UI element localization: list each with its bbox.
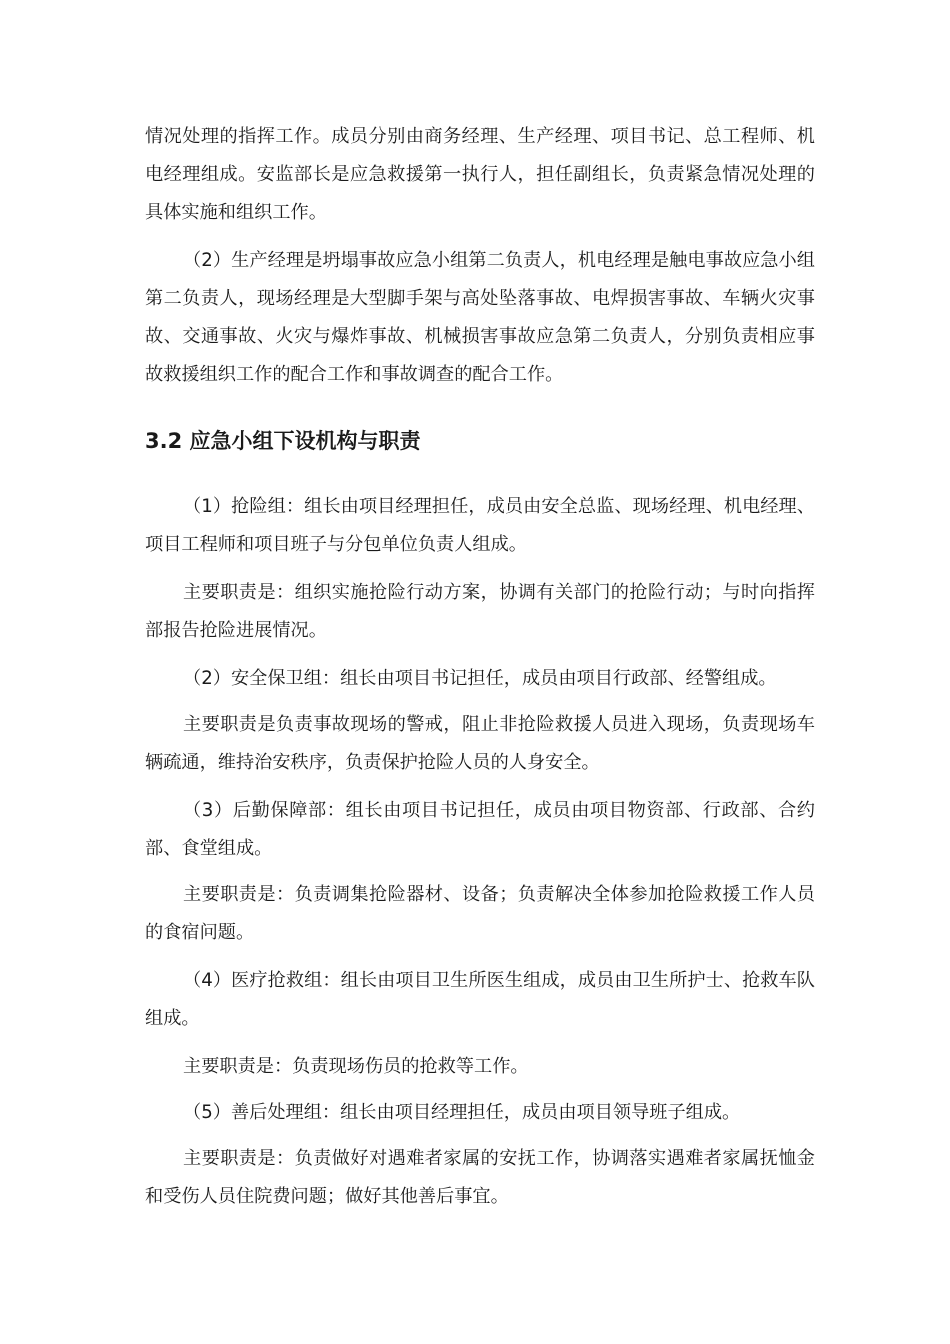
paragraph-security-duties: 主要职责是负责事故现场的警戒，阻止非抢险救援人员进入现场，负责现场车辆疏通，维持治安秩序，负责保护抢险人员的人身安全。 bbox=[145, 714, 815, 773]
paragraph-medical-group: （4）医疗抢救组：组长由项目卫生所医生组成，成员由卫生所护士、抢救车队组成。 bbox=[145, 970, 815, 1029]
paragraph-command-work: 情况处理的指挥工作。成员分别由商务经理、生产经理、项目书记、总工程师、机电经理组成。安监部长是应急救援第一执行人，担任副组长，负责紧急情况处理的具体实施和组织工作。 bbox=[145, 126, 815, 223]
paragraph-aftermath-duties: 主要职责是：负责做好对遇难者家属的安抚工作，协调落实遇难者家属抚恤金和受伤人员住院费问题；做好其他善后事宜。 bbox=[145, 1148, 815, 1207]
paragraph-second-responsible: （2）生产经理是坍塌事故应急小组第二负责人，机电经理是触电事故应急小组第二负责人，现场经理是大型脚手架与高处坠落事故、电焊损害事故、车辆火灾事故、交通事故、火灾与爆炸事故、机械损害事故应急第二负责人，分别负责相应事故救援组织工作的配合工作和事故调查的配合工作。 bbox=[145, 250, 815, 385]
paragraph-logistics-duties: 主要职责是：负责调集抢险器材、设备；负责解决全体参加抢险救援工作人员的食宿问题。 bbox=[145, 884, 815, 943]
paragraph-aftermath-group: （5）善后处理组：组长由项目经理担任，成员由项目领导班子组成。 bbox=[183, 1102, 741, 1123]
paragraph-rescue-duties: 主要职责是：组织实施抢险行动方案，协调有关部门的抢险行动；与时向指挥部报告抢险进展情况。 bbox=[145, 582, 815, 641]
paragraph-rescue-group: （1）抢险组：组长由项目经理担任，成员由安全总监、现场经理、机电经理、项目工程师和项目班子与分包单位负责人组成。 bbox=[145, 496, 815, 555]
paragraph-medical-duties: 主要职责是：负责现场伤员的抢救等工作。 bbox=[183, 1056, 529, 1077]
paragraph-security-group: （2）安全保卫组：组长由项目书记担任，成员由项目行政部、经警组成。 bbox=[183, 668, 777, 689]
paragraph-logistics-group: （3）后勤保障部：组长由项目书记担任，成员由项目物资部、行政部、合约部、食堂组成。 bbox=[145, 800, 815, 859]
section-heading-3-2: 3.2 应急小组下设机构与职责 bbox=[145, 429, 421, 453]
